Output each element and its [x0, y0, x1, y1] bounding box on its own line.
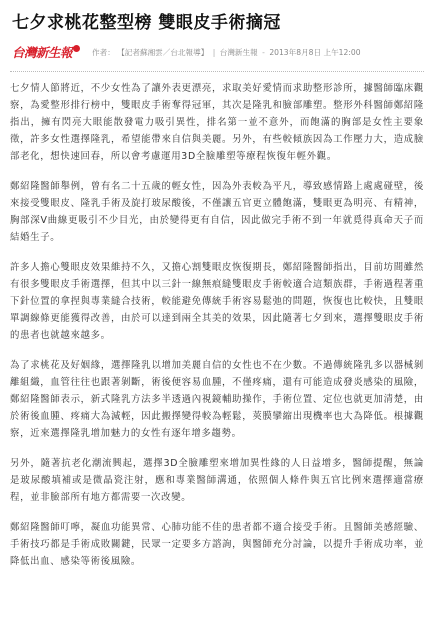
brand-dot-icon: [73, 45, 80, 52]
brand-logo-text: 台灣新生報: [12, 45, 73, 60]
article-body: [10, 80, 424, 570]
brand-logo[interactable]: [12, 43, 80, 61]
article-paragraph: 許多人擔心雙眼皮效果維持不久，又擔心割雙眼皮恢復期長，鄭紹隆醫師指出，目前坊間雖然有很多雙眼皮手術選擇，但其中以三針一線無痕縫雙眼皮手術較適合這類族群，手術過程著重下針位置的拿捏與專業縫合技術，較能避免傳統手術容易鬆弛的問題，恢復也比較快，且雙眼單調線條更能獲得改善，由於可以達到兩全其美的效果，因此隨著七夕到來，選擇雙眼皮手術的患者也就越來越多。: [10, 262, 424, 341]
byline: [92, 47, 361, 58]
header-divider: [10, 71, 424, 72]
article-meta: [10, 42, 424, 62]
article-paragraph: 鄭紹隆醫師叮嚀，凝血功能異常、心肺功能不佳的患者都不適合接受手術。且醫師美感經驗、手術技巧都是手術成敗關鍵，民眾一定要多方諮詢，與醫師充分討論，以提升手術成功率，並降低出血、感染等術後風險。: [10, 522, 424, 567]
article-paragraph: 另外，隨著抗老化潮流興起，選擇3D全臉雕塑來增加異性緣的人日益增多，醫師提醒，無論是玻尿酸填補或是微晶瓷注射，應和專業醫師溝通，依照個人條件與五官比例來選擇適當療程，並非臉部所有地方都需要一次改變。: [10, 458, 424, 503]
article-paragraph: 七夕情人節將近，不少女性為了讓外表更漂亮，求取美好愛情而求助整形診所，據醫師臨床觀察，為愛整形排行榜中，雙眼皮手術奪得冠軍，其次是隆乳和臉部雕塑。整形外科醫師鄭紹隆指出，擁有閃亮大眼能散發電力吸引異性，排名第一並不意外，而飽滿的胸部是女性主要象徵，許多女性選擇隆乳，希望能帶來自信與美麗。另外，有些較傾族因為工作壓力大，造成臉部老化，想快速回春，所以會考慮運用3D全臉雕塑等療程恢復年輕外觀。: [10, 83, 424, 162]
publish-date: 2013年8月8日 上午12:00: [269, 47, 361, 57]
meta-separator: |: [212, 47, 216, 57]
article-paragraph: 為了求桃花及好姻緣，選擇隆乳以增加美麗自信的女性也不在少數。不過傳統隆乳多以器械剝離組織，血管往往也跟著剝斷，術後便容易血腫，不僅疼痛，還有可能造成發炎感染的風險，鄭紹隆醫師表示，新式隆乳方法多半透過內視鏡輔助操作，手術位置、定位也就更加清楚，由於術後血腫、疼痛大為減輕，因此搬擇變得較為輕鬆，莢膜攣縮出現機率也大為降低。根據觀察，近來選擇隆乳增加魅力的女性有逐年增多趨勢。: [10, 360, 424, 439]
meta-separator: -: [262, 47, 265, 57]
source-name[interactable]: 台灣新生報: [219, 47, 258, 57]
author-label: 作者：: [92, 47, 115, 57]
article-title: 七夕求桃花整型榜 雙眼皮手術摘冠: [12, 13, 281, 33]
article-paragraph: 鄭紹隆醫師舉例，曾有名二十五歲的輕女性，因為外表較為平凡，導致感情路上處處碰壁，後來接受雙眼皮、隆乳手術及旋打玻尿酸後，不僅讓五官更立體飽滿，雙眼更為明亮、有精神，胸部深V曲線更吸引不少目光，由於變得更有自信，因此做完手術不到一年就覓得真命天子而結婚生子。: [10, 181, 424, 243]
author-name[interactable]: 【記者蘇湘雲／台北報導】: [117, 47, 209, 57]
